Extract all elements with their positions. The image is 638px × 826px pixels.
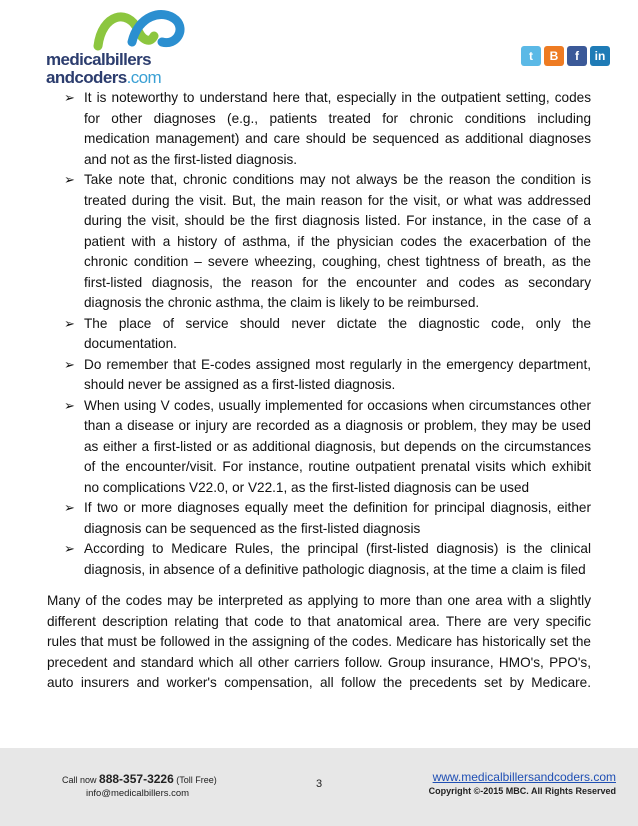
list-item: ➢ According to Medicare Rules, the principal (first-listed diagnosis) is the clinical diagnosis, in absence of a definitive pathologic diagnosis, at the time a claim is filed [64, 541, 591, 577]
bullet-arrow-icon: ➢ [64, 356, 75, 372]
copyright-text: Copyright ©-2015 MBC. All Rights Reserved [428, 786, 616, 796]
facebook-icon[interactable]: f [567, 46, 587, 66]
list-item: ➢ When using V codes, usually implemented for occasions when circumstances other than a disease or injury are recorded as a diagnosis or problem, they may be used as either a first-listed or as additional diagnosis, but depends on the circumstances of the encounter/visit. For instance, routine outpatient prenatal visits which exhibit no complications V22.0, or V22.1, as the first-listed diagnosis can be used [64, 397, 591, 495]
footer-site-info [429, 770, 616, 796]
bullet-arrow-icon: ➢ [64, 172, 75, 187]
list-item: ➢ Do remember that E-codes assigned most regularly in the emergency department, should never be assigned as a first-listed diagnosis. [64, 356, 591, 392]
logo-text-line2: andcoders.com [46, 68, 162, 87]
body-paragraph: Many of the codes may be interpreted as applying to more than one area with a slightly different description relating that code to that anatomical area. There are very specific rules that must be followed in the assigning of the codes. Medicare has historically set the precedent and standard which all other carriers follow. Group insurance, HMO's, PPO's, auto insurers and worker's compensation, all follow the precedents set by Medicare. [47, 593, 591, 690]
website-link[interactable]: www.medicalbillersandcoders.com [432, 770, 616, 784]
footer-contact [62, 772, 217, 799]
twitter-icon[interactable]: t [521, 46, 541, 66]
brand-logo[interactable] [44, 6, 194, 86]
toll-free-label: (Toll Free) [176, 775, 217, 785]
page-number: 3 [316, 778, 323, 790]
list-item: ➢ If two or more diagnoses equally meet the definition for principal diagnosis, either diagnosis can be sequenced as the first-listed diagnosis [64, 500, 591, 536]
list-item: ➢ It is noteworthy to understand here that, especially in the outpatient setting, codes for other diagnoses (e.g., patients treated for chronic conditions including medication management) and care should be sequenced as additional diagnoses and not as the first-listed diagnosis. [64, 90, 591, 167]
social-links [521, 46, 610, 66]
bullet-arrow-icon: ➢ [64, 397, 75, 413]
list-item: ➢ The place of service should never dictate the diagnostic code, only the documentation. [64, 315, 591, 351]
page-footer [0, 748, 638, 826]
call-now-label: Call now [62, 775, 97, 785]
linkedin-icon[interactable]: in [590, 46, 610, 66]
bullet-list [0, 88, 638, 580]
phone-number[interactable]: 888-357-3226 [99, 772, 174, 786]
blogger-icon[interactable]: B [544, 46, 564, 66]
page-header [0, 0, 638, 92]
list-item: ➢ Take note that, chronic conditions may not always be the reason the condition is treated during the visit. But, the main reason for the visit, or what was addressed during the visit, should be the first diagnosis listed. For instance, in the case of a patient with a history of asthma, if the physician codes the exacerbation of the chronic condition – severe wheezing, coughing, chest tightness of breath, as the first-listed diagnosis, the reason for the encounter and codes as secondary diagnosis the chronic asthma, the claim is likely to be reimbursed. [64, 172, 591, 310]
document-body [0, 88, 638, 694]
logo-text-line1: medicalbillers [46, 50, 151, 69]
footer-email[interactable]: info@medicalbillers.com [86, 788, 190, 799]
bullet-arrow-icon: ➢ [64, 500, 75, 515]
bullet-arrow-icon: ➢ [64, 315, 75, 331]
bullet-arrow-icon: ➢ [64, 90, 75, 105]
bullet-arrow-icon: ➢ [64, 541, 75, 556]
logo-mark-icon [92, 6, 192, 52]
